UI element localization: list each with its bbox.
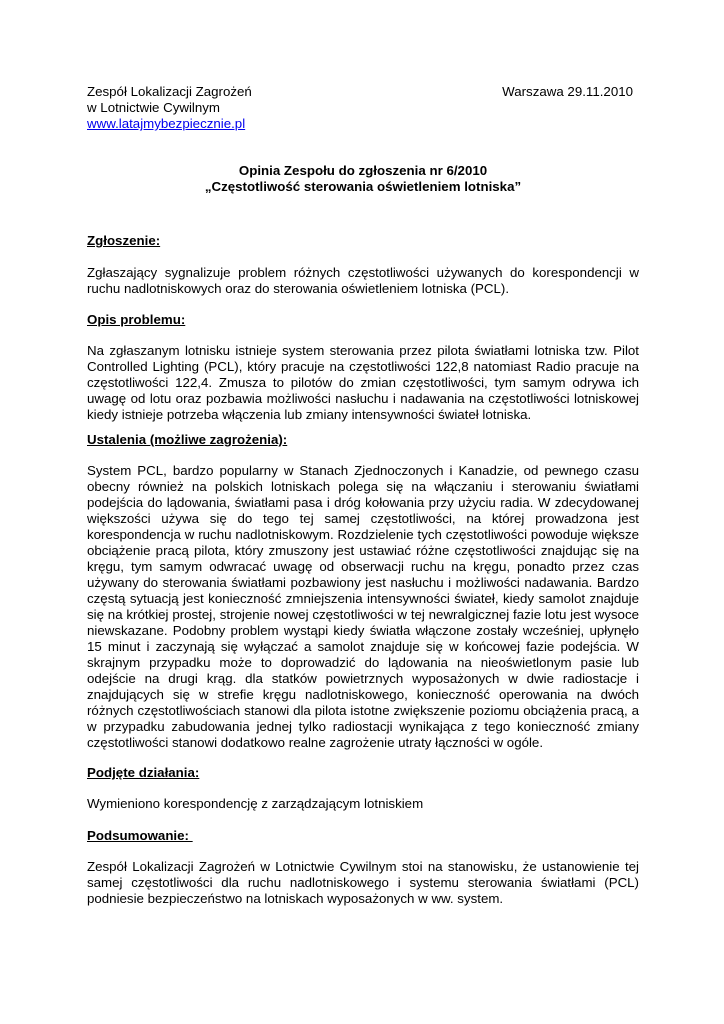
section-text-opis: Na zgłaszanym lotnisku istnieje system sterowania przez pilota światłami lotniska tzw. Pilot Controlled Lighting (PCL), który pracuje na częstotliwości 122,8 natomiast Radio pracuje na częstotliwości 122,4. Zmusza to pilotów do zmian częstotliwości, tym samym odrywa ich uwagę od lotu oraz pozbawia możliwości nasłuchu i nadawania na częstotliwości lotniskowej kiedy istnieje potrzeba włączenia lub zmiany intensywności świateł lotniska. xyxy=(87,343,639,422)
section-text-ustalenia: System PCL, bardzo popularny w Stanach Zjednoczonych i Kanadzie, od pewnego czasu obecny również na polskich lotniskach polega się na włączaniu i sterowaniu światłami podejścia do lądowania, światłami pasa i dróg kołowania przy użyciu radia. W zdecydowanej większości używa się do tego tej samej częstotliwości, na której prowadzona jest korespondencja w ruchu nadlotniskowym. Rozdzielenie tych częstotliwości powoduje większe obciążenie pracą pilota, który zmuszony jest ustawiać różne częstotliwości znajdując się na kręgu, tym samym odwracać uwagę od obserwacji ruchu na kręgu, ponadto przez czas używany do sterowania światłami pozbawiony jest nasłuchu i możliwości nadawania. Bardzo częstą sytuacją jest konieczność zmniejszenia intensywności świateł, kiedy samolot znajduje się na krótkiej prostej, strojenie nowej częstotliwości w tej newralgicznej fazie lotu jest wysoce niewskazane. Podobny problem wystąpi kiedy światła włączone zostały wcześniej, upłynęło 15 minut i zaczynają się wyłączać a samolot znajduje się w końcowej fazie podejścia. W skrajnym przypadku może to doprowadzić do lądowania na nieoświetlonym pasie lub odejście na drugi krąg. dla statków powietrznych wyposażonych w dwie radiostacje i znajdujących się w strefie kręgu nadlotniskowego, konieczność operowania na dwóch różnych częstotliwościach stanowi dla pilota istotne zwiększenie poziomu obciążenia pracą, a w przypadku zabudowania jednej tylko radiostacji wynikająca z tego konieczność zmiany częstotliwości stanowi dodatkowo realne zagrożenie utraty łączności w ogóle. xyxy=(87,463,639,750)
place-date: Warszawa 29.11.2010 xyxy=(502,84,633,99)
section-heading-zgloszenie: Zgłoszenie: xyxy=(87,233,161,248)
organization-name: Zespół Lokalizacji Zagrożeń xyxy=(87,84,252,99)
organization-subtitle: w Lotnictwie Cywilnym xyxy=(87,100,221,115)
section-text-podsumowanie: Zespół Lokalizacji Zagrożeń w Lotnictwie Cywilnym stoi na stanowisku, że ustanowienie tej samej częstotliwości dla ruchu nadlotniskowego i systemu sterowania światłami (PCL) podniesie bezpieczeństwo na lotniskach wyposażonych w ww. system. xyxy=(87,859,639,906)
title-line-2: „Częstotliwość sterowania oświetleniem lotniska” xyxy=(204,179,522,194)
header-row xyxy=(87,84,639,100)
document-page xyxy=(87,84,639,907)
section-heading-podsumowanie: Podsumowanie: xyxy=(87,828,193,843)
section-heading-opis: Opis problemu: xyxy=(87,312,186,327)
section-heading-dzialania: Podjęte działania: xyxy=(87,765,200,780)
section-text-zgloszenie: Zgłaszający sygnalizuje problem różnych częstotliwości używanych do korespondencji w ruchu nadlotniskowych oraz do sterowania oświetleniem lotniska (PCL). xyxy=(87,265,639,296)
website-link[interactable]: www.latajmybezpiecznie.pl xyxy=(87,116,246,131)
document-title xyxy=(87,163,639,195)
title-line-1: Opinia Zespołu do zgłoszenia nr 6/2010 xyxy=(238,163,488,178)
section-text-dzialania: Wymieniono korespondencję z zarządzającym lotniskiem xyxy=(87,796,424,811)
section-heading-ustalenia: Ustalenia (możliwe zagrożenia): xyxy=(87,432,288,447)
